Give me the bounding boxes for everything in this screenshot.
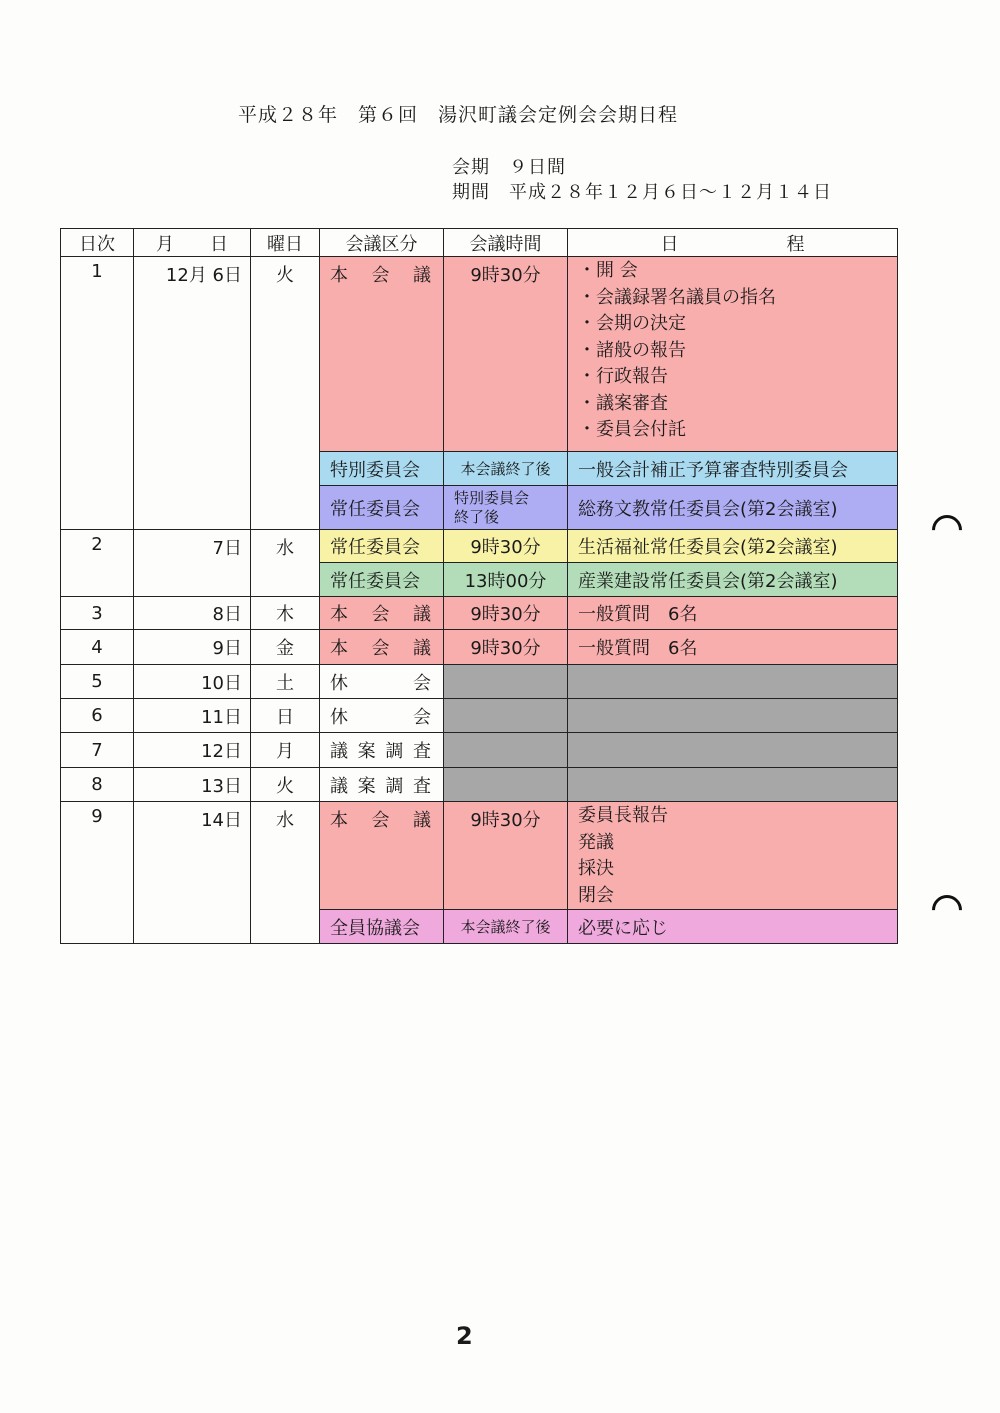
type-char: 議: [413, 638, 431, 659]
agenda: 一般質問 6名: [568, 597, 898, 630]
header-agenda: 日 程: [568, 229, 898, 257]
weekday: 水: [251, 802, 320, 910]
meeting-type: [320, 699, 444, 733]
agenda: [568, 699, 898, 733]
meeting-time: [444, 699, 568, 733]
agenda: [568, 733, 898, 768]
table-row: [61, 452, 898, 486]
agenda: [568, 257, 898, 452]
agenda-item: 閉会: [578, 884, 614, 906]
type-char: 本: [330, 810, 348, 831]
type-char: 議: [330, 775, 348, 797]
agenda-item: ・委員会付託: [578, 419, 686, 440]
meeting-type: [320, 257, 444, 452]
meeting-time: 9時30分: [444, 802, 568, 910]
agenda: 一般質問 6名: [568, 630, 898, 665]
header-weekday: 曜日: [251, 229, 320, 257]
date: 10日: [134, 665, 251, 699]
empty-cell: [61, 452, 134, 486]
empty-cell: [134, 486, 251, 530]
meeting-type: [320, 733, 444, 768]
weekday: 月: [251, 733, 320, 768]
empty-cell: [134, 563, 251, 597]
empty-cell: [251, 486, 320, 530]
session-length: 会期 ９日間: [452, 157, 566, 178]
type-char: 調: [385, 741, 404, 762]
date: 7日: [134, 530, 251, 563]
day-no: 8: [61, 768, 134, 802]
date: 9日: [134, 630, 251, 665]
header-type: 会議区分: [320, 229, 444, 257]
meeting-type: [320, 665, 444, 699]
weekday: 火: [251, 768, 320, 802]
table-row: [61, 733, 898, 768]
agenda: 必要に応じ: [568, 910, 898, 944]
agenda: 総務文教常任委員会(第2会議室): [568, 486, 898, 530]
empty-cell: [134, 452, 251, 486]
weekday: 木: [251, 597, 320, 630]
type-char: 会: [371, 638, 390, 659]
empty-cell: [61, 563, 134, 597]
day-no: 2: [61, 530, 134, 563]
date: 14日: [134, 802, 251, 910]
agenda-item: 発議: [578, 831, 614, 853]
agenda-item: ・会議録署名議員の指名: [578, 286, 776, 308]
table-row: [61, 630, 898, 665]
day-no: 1: [61, 257, 134, 452]
meeting-time: 9時30分: [444, 630, 568, 665]
meeting-time: [444, 733, 568, 768]
document-title: 平成２８年 第６回 湯沢町議会定例会会期日程: [238, 104, 679, 126]
table-row: [61, 665, 898, 699]
table-row: [61, 486, 898, 530]
type-char: 会: [413, 706, 431, 728]
agenda: [568, 665, 898, 699]
date: 12月 6日: [134, 257, 251, 452]
weekday: 金: [251, 630, 320, 665]
weekday: 日: [251, 699, 320, 733]
type-char: 査: [412, 775, 431, 797]
type-char: 査: [412, 741, 431, 762]
schedule-table: [60, 228, 898, 944]
type-char: 本: [330, 638, 348, 659]
day-no: 9: [61, 802, 134, 910]
binder-hole-mark: [926, 509, 968, 551]
header-day-no: 日次: [61, 229, 134, 257]
type-char: 会: [371, 604, 390, 625]
table-row: [61, 699, 898, 733]
table-row: [61, 530, 898, 563]
time-line: 終了後: [454, 507, 500, 526]
binder-hole-mark: [926, 889, 968, 931]
meeting-type: [320, 802, 444, 910]
meeting-type: [320, 768, 444, 802]
table-row: [61, 597, 898, 630]
agenda: 生活福祉常任委員会(第2会議室): [568, 530, 898, 563]
meeting-type: [320, 597, 444, 630]
type-char: 休: [330, 672, 348, 694]
meeting-time: [444, 665, 568, 699]
day-no: 3: [61, 597, 134, 630]
meeting-type: 常任委員会: [320, 486, 444, 530]
empty-cell: [61, 486, 134, 530]
meeting-type: [320, 630, 444, 665]
date: 8日: [134, 597, 251, 630]
agenda-item: ・諸般の報告: [578, 339, 686, 361]
agenda-item: ・行政報告: [578, 366, 668, 387]
header-time: 会議時間: [444, 229, 568, 257]
date: 13日: [134, 768, 251, 802]
type-char: 議: [330, 741, 348, 762]
agenda-item: 委員長報告: [578, 805, 668, 826]
type-char: 案: [357, 741, 376, 762]
type-char: 議: [413, 604, 431, 625]
table-row: [61, 768, 898, 802]
type-char: 案: [357, 775, 376, 797]
type-char: 議: [413, 810, 431, 831]
agenda: 一般会計補正予算審査特別委員会: [568, 452, 898, 486]
type-char: 会: [371, 265, 390, 286]
agenda: 産業建設常任委員会(第2会議室): [568, 563, 898, 597]
date: 12日: [134, 733, 251, 768]
type-char: 本: [330, 604, 348, 625]
table-row: [61, 910, 898, 944]
empty-cell: [61, 910, 134, 944]
agenda-item: ・議案審査: [578, 392, 668, 414]
date: 11日: [134, 699, 251, 733]
meeting-type: 全員協議会: [320, 910, 444, 944]
type-char: 議: [413, 265, 431, 286]
meeting-type: 常任委員会: [320, 530, 444, 563]
meeting-type: 常任委員会: [320, 563, 444, 597]
weekday: 火: [251, 257, 320, 452]
meeting-time: [444, 486, 568, 530]
type-char: 本: [330, 265, 348, 286]
day-no: 6: [61, 699, 134, 733]
meeting-time: 9時30分: [444, 257, 568, 452]
empty-cell: [251, 910, 320, 944]
meeting-time: 9時30分: [444, 597, 568, 630]
header-date: 月 日: [134, 229, 251, 257]
type-char: 調: [385, 775, 404, 797]
meeting-time: 本会議終了後: [444, 910, 568, 944]
agenda-item: ・開 会: [578, 260, 638, 281]
day-no: 5: [61, 665, 134, 699]
agenda: [568, 802, 898, 910]
page-number: 2: [456, 1322, 473, 1350]
header-row: [61, 229, 898, 257]
table-row: [61, 563, 898, 597]
empty-cell: [251, 452, 320, 486]
meeting-type: 特別委員会: [320, 452, 444, 486]
table-row: [61, 802, 898, 910]
meeting-time: [444, 768, 568, 802]
day-no: 4: [61, 630, 134, 665]
empty-cell: [251, 563, 320, 597]
time-line: 特別委員会: [454, 488, 530, 507]
meeting-time: 本会議終了後: [444, 452, 568, 486]
session-period: 期間 平成２８年１２月６日～１２月１４日: [452, 182, 832, 203]
type-char: 休: [330, 706, 348, 728]
type-char: 会: [413, 672, 431, 694]
meeting-time: 9時30分: [444, 530, 568, 563]
weekday: 土: [251, 665, 320, 699]
table-row: [61, 257, 898, 452]
empty-cell: [134, 910, 251, 944]
agenda-item: ・会期の決定: [578, 313, 686, 334]
meeting-time: 13時00分: [444, 563, 568, 597]
agenda: [568, 768, 898, 802]
agenda-item: 採決: [578, 858, 614, 879]
weekday: 水: [251, 530, 320, 563]
type-char: 会: [371, 810, 390, 831]
day-no: 7: [61, 733, 134, 768]
